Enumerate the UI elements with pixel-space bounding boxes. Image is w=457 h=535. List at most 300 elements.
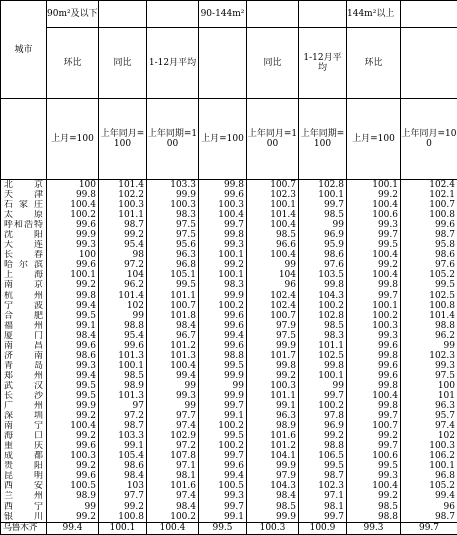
base-avg-2: 上年同期=100 (299, 99, 347, 180)
value-cell: 98.7 (99, 220, 147, 230)
value-cell: 100.1 (99, 522, 147, 534)
value-cell: 100.4 (347, 270, 401, 280)
value-cell: 97.2 (99, 411, 147, 421)
value-cell: 99.5 (47, 391, 99, 401)
value-cell: 96.9 (299, 421, 347, 431)
value-cell: 100.1 (347, 180, 401, 191)
table-row (1, 371, 457, 381)
value-cell: 99.3 (47, 240, 99, 250)
value-cell: 99.9 (199, 391, 247, 401)
value-cell: 100.7 (347, 421, 401, 431)
value-cell: 102.9 (147, 431, 199, 441)
value-cell: 99.6 (347, 371, 401, 381)
value-cell: 99.7 (199, 502, 247, 512)
header-city: 城市 (1, 1, 47, 99)
value-cell: 99.8 (199, 230, 247, 240)
value-cell: 99.5 (47, 381, 99, 391)
value-cell: 101.1 (299, 341, 347, 351)
value-cell: 100.2 (47, 210, 99, 220)
value-cell: 100.3 (347, 321, 401, 331)
value-cell: 100.8 (401, 301, 457, 311)
value-cell: 99.4 (199, 331, 247, 341)
value-cell: 99.8 (47, 190, 99, 200)
city-cell: 海口 (1, 431, 47, 441)
city-cell: 杭州 (1, 291, 47, 301)
value-cell: 101.1 (147, 291, 199, 301)
value-cell: 99.3 (347, 522, 401, 534)
value-cell: 99.5 (347, 240, 401, 250)
value-cell: 99.8 (299, 361, 347, 371)
value-cell: 100.4 (47, 200, 99, 210)
table-row (1, 381, 457, 391)
value-cell: 99.6 (47, 220, 99, 230)
value-cell: 99.3 (147, 391, 199, 401)
value-cell: 99.3 (199, 240, 247, 250)
value-cell: 100.5 (47, 481, 99, 491)
value-cell: 98.3 (299, 331, 347, 341)
value-cell: 97.6 (401, 260, 457, 270)
table-row (1, 230, 457, 240)
value-cell: 99.4 (47, 522, 99, 534)
value-cell: 99.8 (347, 280, 401, 290)
value-cell: 99.6 (199, 341, 247, 351)
value-cell: 102 (99, 301, 147, 311)
city-cell: 深圳 (1, 411, 47, 421)
value-cell: 99.7 (347, 291, 401, 301)
value-cell: 100.1 (99, 361, 147, 371)
table-row (1, 180, 457, 191)
value-cell: 105.4 (99, 451, 147, 461)
city-cell: 成都 (1, 451, 47, 461)
value-cell: 97.4 (147, 491, 199, 501)
value-cell: 99.8 (47, 291, 99, 301)
value-cell: 100.7 (247, 180, 299, 191)
value-cell: 100.1 (401, 461, 457, 471)
city-cell: 广州 (1, 401, 47, 411)
value-cell: 98.7 (401, 512, 457, 523)
value-cell: 105.2 (401, 481, 457, 491)
value-cell: 95.6 (147, 240, 199, 250)
header-mom-2 (199, 28, 247, 99)
value-cell: 99.2 (247, 371, 299, 381)
value-cell: 99.7 (347, 411, 401, 421)
value-cell: 99.2 (347, 260, 401, 270)
value-cell: 99.5 (147, 280, 199, 290)
value-cell: 99 (299, 381, 347, 391)
table-row (1, 190, 457, 200)
value-cell: 96.7 (147, 331, 199, 341)
value-cell: 99.4 (47, 301, 99, 311)
base-mom-1: 上月=100 (47, 99, 99, 180)
value-cell: 99.7 (347, 441, 401, 451)
value-cell: 99.1 (199, 411, 247, 421)
value-cell: 101 (401, 391, 457, 401)
value-cell: 99.6 (199, 190, 247, 200)
value-cell: 99.9 (199, 291, 247, 301)
value-cell: 100.7 (247, 311, 299, 321)
value-cell: 99.8 (347, 351, 401, 361)
value-cell: 99.8 (247, 361, 299, 371)
base-mom-2: 上月=100 (199, 99, 247, 180)
value-cell: 105.1 (147, 270, 199, 280)
value-cell: 98.4 (99, 471, 147, 481)
value-cell: 96 (247, 280, 299, 290)
value-cell: 101.4 (99, 180, 147, 191)
value-cell: 101.2 (147, 341, 199, 351)
value-cell: 102 (401, 431, 457, 441)
value-cell: 99.8 (347, 401, 401, 411)
value-cell: 102.3 (247, 190, 299, 200)
value-cell: 98.8 (347, 512, 401, 523)
value-cell: 96.2 (99, 280, 147, 290)
value-cell: 98.9 (47, 491, 99, 501)
value-cell: 98.4 (47, 331, 99, 341)
value-cell: 102.8 (299, 311, 347, 321)
value-cell: 107.8 (147, 451, 199, 461)
city-cell: 南宁 (1, 421, 47, 431)
value-cell: 99.7 (299, 391, 347, 401)
table-row (1, 461, 457, 471)
value-cell: 99.9 (199, 371, 247, 381)
value-cell: 105.2 (401, 270, 457, 280)
value-cell: 99.4 (401, 491, 457, 501)
city-cell: 沈阳 (1, 230, 47, 240)
table-row (1, 391, 457, 401)
value-cell: 98.1 (147, 471, 199, 481)
value-cell: 101.3 (99, 391, 147, 401)
city-cell: 郑州 (1, 371, 47, 381)
value-cell: 102.3 (299, 481, 347, 491)
header-group-large: 144m²以上 (347, 1, 401, 28)
value-cell: 100.3 (247, 381, 299, 391)
city-cell: 武汉 (1, 381, 47, 391)
value-cell: 95.4 (99, 240, 147, 250)
table-row (1, 441, 457, 451)
header-mom-3: 环比 (347, 28, 401, 99)
value-cell: 99.5 (199, 361, 247, 371)
value-cell: 99.2 (47, 411, 99, 421)
value-cell: 99 (401, 341, 457, 351)
value-cell: 100.4 (247, 250, 299, 260)
value-cell: 99.7 (347, 230, 401, 240)
value-cell: 100.2 (199, 301, 247, 311)
value-cell: 101.7 (247, 351, 299, 361)
table-row (1, 351, 457, 361)
city-cell: 西安 (1, 481, 47, 491)
value-cell: 99.2 (99, 230, 147, 240)
city-cell: 大连 (1, 240, 47, 250)
header-yoy-2: 同比 (247, 28, 299, 99)
table-row (1, 502, 457, 512)
city-cell: 银川 (1, 512, 47, 523)
value-cell: 99.6 (199, 461, 247, 471)
value-cell: 102.5 (401, 291, 457, 301)
value-cell: 104 (247, 270, 299, 280)
value-cell: 97.7 (99, 491, 147, 501)
value-cell: 99.8 (347, 381, 401, 391)
value-cell: 100.1 (299, 371, 347, 381)
value-cell: 96 (401, 502, 457, 512)
city-cell: 青岛 (1, 361, 47, 371)
value-cell: 99.2 (347, 190, 401, 200)
value-cell: 99.7 (199, 401, 247, 411)
value-cell: 99.9 (247, 341, 299, 351)
base-yoy-1: 上年同月=100 (99, 99, 147, 180)
value-cell: 98.9 (247, 421, 299, 431)
value-cell: 99.2 (47, 461, 99, 471)
value-cell: 100.6 (347, 210, 401, 220)
value-cell: 99.6 (199, 321, 247, 331)
value-cell: 99.6 (347, 341, 401, 351)
value-cell: 98.5 (299, 321, 347, 331)
value-cell: 99.8 (299, 280, 347, 290)
value-cell: 101.1 (99, 210, 147, 220)
value-cell: 99.6 (401, 220, 457, 230)
value-cell: 99 (299, 220, 347, 230)
value-cell: 99.9 (247, 461, 299, 471)
header-avg-2: 1-12月平均 (299, 28, 347, 99)
value-cell: 100 (47, 250, 99, 260)
value-cell: 99 (247, 260, 299, 270)
value-cell: 101.6 (247, 431, 299, 441)
value-cell: 99 (99, 311, 147, 321)
table-row (1, 431, 457, 441)
value-cell: 99.2 (347, 431, 401, 441)
city-cell: 兰州 (1, 491, 47, 501)
value-cell: 99.6 (47, 471, 99, 481)
city-cell: 北京 (1, 180, 47, 191)
value-cell: 100.3 (147, 200, 199, 210)
city-cell: 昆明 (1, 471, 47, 481)
value-cell: 102.4 (401, 180, 457, 191)
city-cell: 厦门 (1, 331, 47, 341)
value-cell: 99.3 (199, 491, 247, 501)
table-row (1, 280, 457, 290)
value-cell: 99.6 (47, 441, 99, 451)
value-cell: 104.3 (299, 291, 347, 301)
value-cell: 95.7 (401, 411, 457, 421)
value-cell: 98.8 (299, 441, 347, 451)
value-cell: 99.4 (47, 371, 99, 381)
value-cell: 98.8 (401, 321, 457, 331)
value-cell: 98.4 (147, 502, 199, 512)
value-cell: 100.9 (299, 522, 347, 534)
value-cell: 98.7 (299, 471, 347, 481)
value-cell: 100.4 (347, 200, 401, 210)
value-cell: 99.3 (347, 331, 401, 341)
value-cell: 99.3 (47, 361, 99, 371)
value-cell: 100.7 (147, 301, 199, 311)
table-row (1, 270, 457, 280)
header-avg-1: 1-12月平均 (147, 28, 199, 99)
value-cell: 98.6 (401, 250, 457, 260)
city-cell: 重庆 (1, 441, 47, 451)
value-cell: 99.2 (47, 431, 99, 441)
table-row (1, 321, 457, 331)
value-cell: 100.4 (347, 481, 401, 491)
value-cell: 96.6 (247, 240, 299, 250)
city-cell: 济南 (1, 351, 47, 361)
city-cell: 贵阳 (1, 461, 47, 471)
value-cell: 98.6 (99, 461, 147, 471)
value-cell: 100.1 (347, 301, 401, 311)
value-cell: 97.1 (147, 461, 199, 471)
value-cell: 99.6 (99, 341, 147, 351)
table-row (1, 411, 457, 421)
city-cell: 乌鲁木齐 (1, 522, 47, 534)
value-cell: 98 (99, 250, 147, 260)
city-cell: 天津 (1, 190, 47, 200)
value-cell: 106.2 (401, 451, 457, 461)
value-cell: 100.3 (247, 522, 299, 534)
value-cell: 99.1 (247, 401, 299, 411)
value-cell: 99.1 (199, 512, 247, 523)
value-cell: 100.2 (299, 301, 347, 311)
value-cell: 95.4 (99, 331, 147, 341)
header-yoy-3 (401, 28, 457, 99)
header-yoy-1: 同比 (99, 28, 147, 99)
table-row (1, 471, 457, 481)
value-cell: 99.3 (401, 361, 457, 371)
value-cell: 98.5 (247, 502, 299, 512)
value-cell: 99.5 (199, 431, 247, 441)
value-cell: 100.4 (147, 522, 199, 534)
value-cell: 99.7 (199, 220, 247, 230)
value-cell: 100.8 (99, 512, 147, 523)
value-cell: 97.2 (147, 441, 199, 451)
value-cell: 100.2 (147, 512, 199, 523)
table-row (1, 210, 457, 220)
value-cell: 99.7 (299, 512, 347, 523)
value-cell: 101.3 (99, 351, 147, 361)
value-cell: 101.4 (99, 291, 147, 301)
value-cell: 99.6 (199, 311, 247, 321)
city-cell: 南京 (1, 280, 47, 290)
base-mom-3: 上月=100 (347, 99, 401, 180)
value-cell: 100 (47, 180, 99, 191)
table-row (1, 512, 457, 523)
table-row (1, 301, 457, 311)
value-cell: 100.5 (199, 481, 247, 491)
value-cell: 98.7 (401, 230, 457, 240)
value-cell: 97.1 (299, 491, 347, 501)
value-cell: 101.6 (147, 481, 199, 491)
value-cell: 98.4 (147, 321, 199, 331)
value-cell: 104 (99, 270, 147, 280)
value-cell: 100.1 (299, 190, 347, 200)
value-cell: 99 (199, 381, 247, 391)
value-cell: 97.5 (247, 331, 299, 341)
value-cell: 104.3 (247, 481, 299, 491)
value-cell: 99.6 (47, 341, 99, 351)
value-cell: 100.3 (199, 200, 247, 210)
value-cell: 99.3 (347, 220, 401, 230)
value-cell: 100.1 (199, 250, 247, 260)
table-row (1, 361, 457, 371)
value-cell: 98.3 (199, 280, 247, 290)
value-cell: 99.2 (347, 491, 401, 501)
value-cell: 100.2 (347, 311, 401, 321)
value-cell: 98.5 (299, 210, 347, 220)
value-cell: 100.2 (199, 421, 247, 431)
value-cell: 100.2 (199, 441, 247, 451)
value-cell: 97 (99, 401, 147, 411)
value-cell: 98.5 (347, 502, 401, 512)
city-cell: 上海 (1, 270, 47, 280)
value-cell: 102.3 (401, 351, 457, 361)
value-cell: 96.3 (147, 250, 199, 260)
header-group-mid: 90-144m² (199, 1, 247, 28)
value-cell: 99.7 (299, 200, 347, 210)
value-cell: 97.5 (147, 220, 199, 230)
value-cell: 96.9 (299, 230, 347, 240)
table-row (1, 421, 457, 431)
value-cell: 98.7 (99, 421, 147, 431)
value-cell: 98.4 (247, 491, 299, 501)
value-cell: 100.3 (47, 451, 99, 461)
value-cell: 102.1 (401, 190, 457, 200)
value-cell: 97.5 (401, 371, 457, 381)
table-row (1, 451, 457, 461)
value-cell: 99.6 (47, 260, 99, 270)
value-cell: 99.2 (99, 502, 147, 512)
value-cell: 96.8 (147, 260, 199, 270)
city-cell: 宁波 (1, 301, 47, 311)
city-cell: 长春 (1, 250, 47, 260)
value-cell: 101.1 (247, 391, 299, 401)
value-cell: 100.4 (47, 421, 99, 431)
value-cell: 99 (147, 401, 199, 411)
city-cell: 南昌 (1, 341, 47, 351)
value-cell: 98.9 (99, 381, 147, 391)
value-cell: 99.5 (47, 311, 99, 321)
value-cell: 100.6 (347, 451, 401, 461)
value-cell: 103 (99, 481, 147, 491)
value-cell: 99 (147, 381, 199, 391)
value-cell: 98.5 (247, 230, 299, 240)
base-yoy-3: 上年同月=100 (401, 99, 457, 180)
table-row (1, 341, 457, 351)
table-row (1, 291, 457, 301)
value-cell: 100.4 (347, 391, 401, 401)
value-cell: 97.9 (247, 321, 299, 331)
value-cell: 98.8 (99, 321, 147, 331)
value-cell: 99.5 (401, 280, 457, 290)
table-row (1, 401, 457, 411)
value-cell: 99.6 (347, 361, 401, 371)
value-cell: 100.4 (199, 210, 247, 220)
value-cell: 98.8 (199, 351, 247, 361)
value-cell: 99.2 (47, 280, 99, 290)
city-cell: 太原 (1, 210, 47, 220)
base-yoy-2: 上年同月=100 (247, 99, 299, 180)
value-cell: 99.2 (199, 260, 247, 270)
table-row (1, 522, 457, 534)
value-cell: 98.3 (147, 210, 199, 220)
city-cell: 合肥 (1, 311, 47, 321)
value-cell: 100.4 (247, 220, 299, 230)
value-cell: 100 (401, 381, 457, 391)
value-cell: 102.8 (299, 180, 347, 191)
base-avg-1: 上年同期=100 (147, 99, 199, 180)
value-cell: 100.4 (147, 361, 199, 371)
value-cell: 99.5 (347, 461, 401, 471)
table-row (1, 260, 457, 270)
value-cell: 100.8 (401, 210, 457, 220)
table-row (1, 200, 457, 210)
value-cell: 102.5 (299, 351, 347, 361)
value-cell: 99.4 (147, 371, 199, 381)
